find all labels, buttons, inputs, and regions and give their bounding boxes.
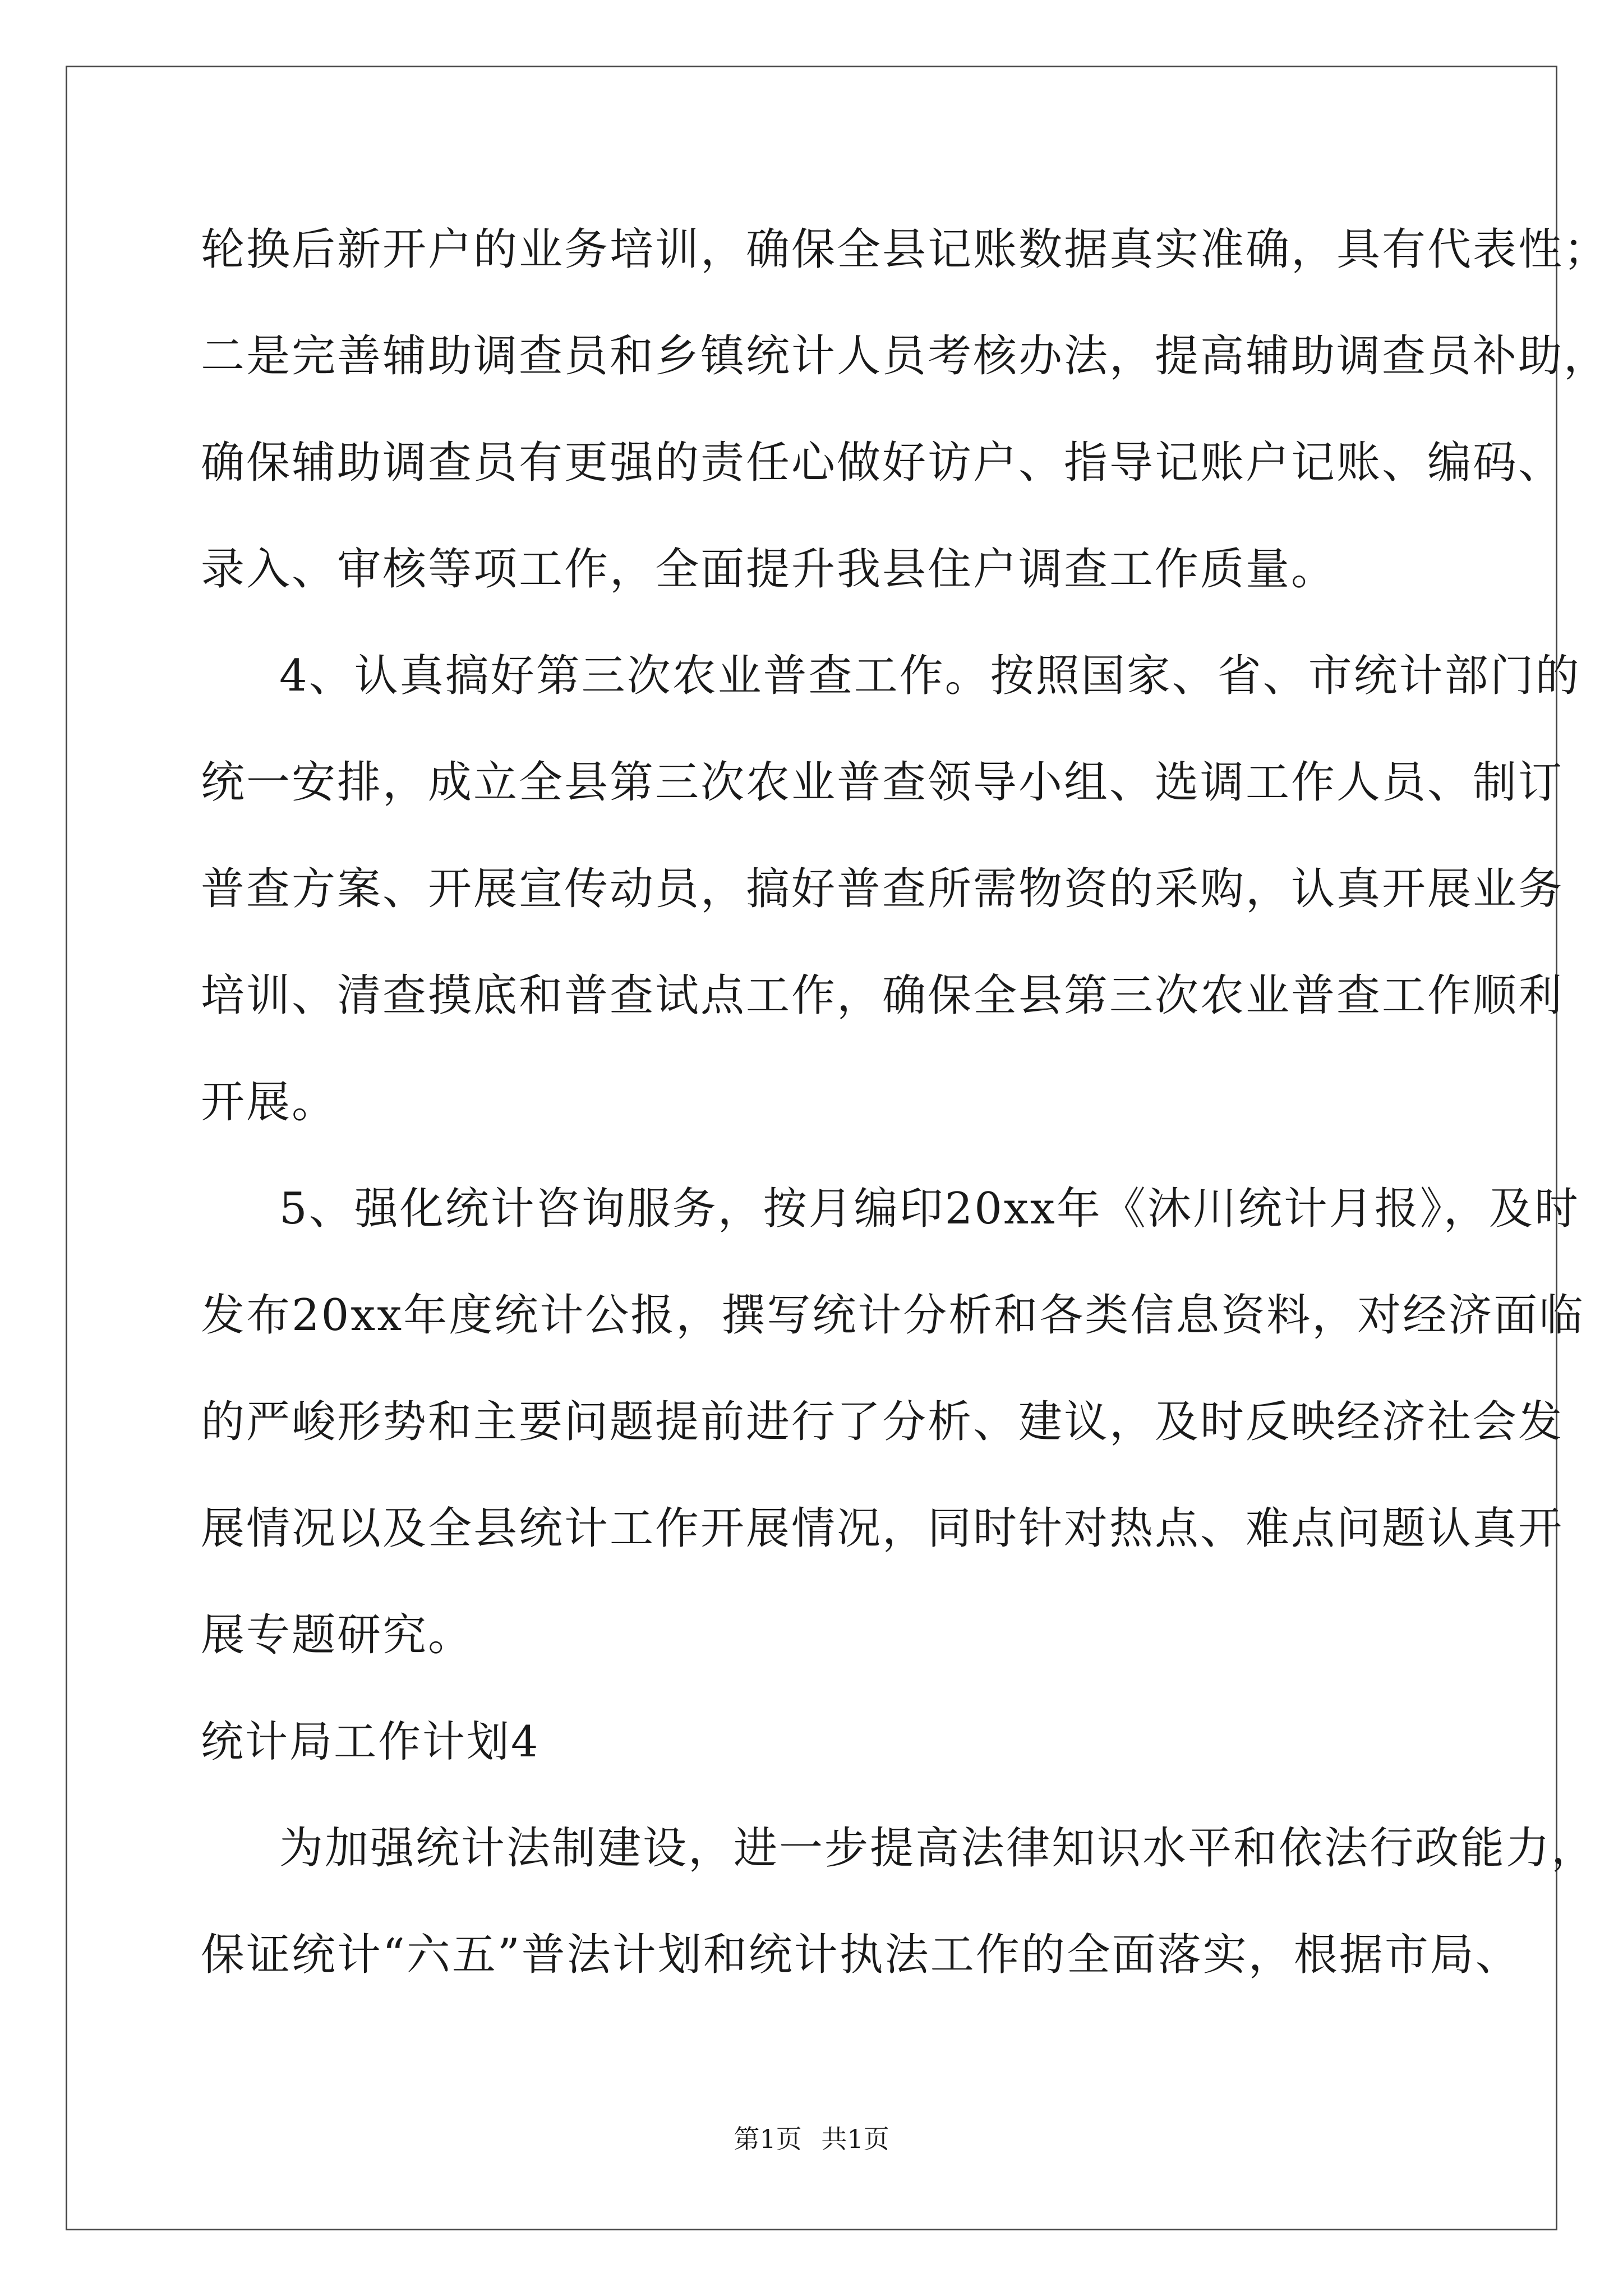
text-line: 保证统计“六五”普法计划和统计执法工作的全面落实，根据市局、	[201, 1930, 1521, 1980]
section-heading: 统计局工作计划4	[201, 1717, 540, 1766]
paragraph-start-line: 为加强统计法制建设，进一步提高法律知识水平和依法行政能力，	[279, 1823, 1597, 1874]
text-line: 统一安排，成立全县第三次农业普查领导小组、选调工作人员、制订	[201, 757, 1564, 808]
page-number: 第1页	[734, 2124, 802, 2154]
text-line: 普查方案、开展宣传动员，搞好普查所需物资的采购，认真开展业务	[201, 864, 1564, 914]
text-line: 的严峻形势和主要问题提前进行了分析、建议，及时反映经济社会发	[201, 1397, 1564, 1447]
text-line: 展情况以及全县统计工作开展情况，同时针对热点、难点问题认真开	[201, 1503, 1564, 1554]
paragraph-start-line: 5、强化统计咨询服务，按月编印20xx年《沐川统计月报》，及时	[279, 1184, 1580, 1234]
text-line: 发布20xx年度统计公报，撰写统计分析和各类信息资料，对经济面临	[201, 1290, 1585, 1341]
page-footer	[0, 2122, 1623, 2156]
text-line: 确保辅助调查员有更强的责任心做好访户、指导记账户记账、编码、	[201, 438, 1564, 488]
text-line: 展专题研究。	[201, 1610, 474, 1660]
text-line: 开展。	[201, 1077, 338, 1128]
paragraph-start-line: 4、认真搞好第三次农业普查工作。按照国家、省、市统计部门的	[279, 651, 1581, 701]
text-line: 录入、审核等项工作，全面提升我县住户调查工作质量。	[201, 544, 1337, 595]
text-line: 培训、清查摸底和普查试点工作，确保全县第三次农业普查工作顺利	[201, 970, 1564, 1021]
text-line: 二是完善辅助调查员和乡镇统计人员考核办法，提高辅助调查员补助，	[201, 331, 1610, 381]
page-total: 共1页	[821, 2124, 889, 2154]
page-frame	[66, 66, 1557, 2230]
text-line: 轮换后新开户的业务培训，确保全县记账数据真实准确，具有代表性；	[201, 224, 1610, 275]
